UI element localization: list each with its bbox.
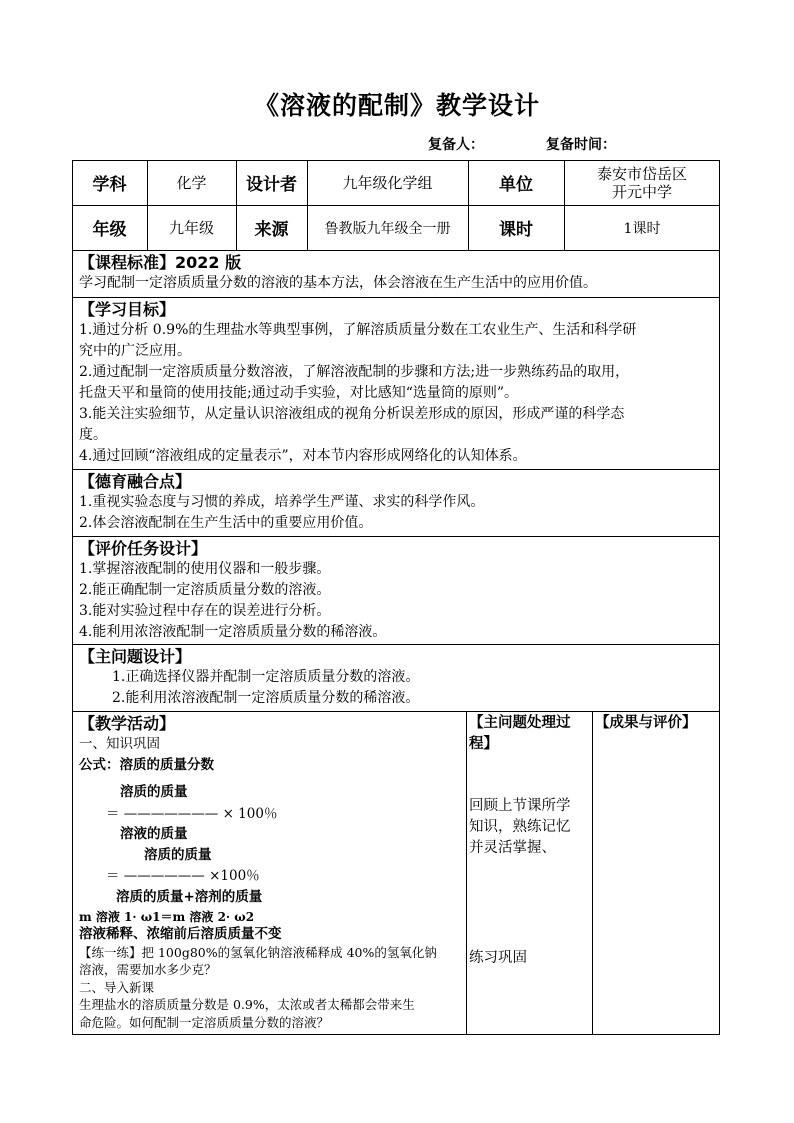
teaching-activities — [79, 713, 463, 776]
objective-line: 1.通过分析 0.9%的生理盐水等典型事例，了解溶质质量分数在工农业生产、生活和科学研 — [79, 322, 637, 338]
section-heading: 【评价任务设计】 — [79, 539, 208, 558]
designer-value: 九年级化学组 — [342, 174, 433, 192]
objective-line: 4.通过回顾“溶液组成的定量表示”，对本节内容形成网络化的认知体系。 — [79, 448, 527, 464]
document-title: 《溶液的配制》教学设计 — [253, 91, 540, 120]
problem-process-heading — [469, 713, 590, 755]
practice-text: 练习巩固 — [469, 950, 527, 966]
moral-line: 1.重视实验态度与习惯的养成，培养学生严谨、求实的科学作风。 — [79, 494, 485, 510]
problem-process-text — [469, 796, 591, 859]
main-problem-line: 2.能利用浓溶液配制一定溶质质量分数的稀溶液。 — [112, 690, 420, 706]
section-heading: 【课程标准】2022 版 — [79, 253, 242, 272]
intro-line: 生理盐水的溶质质量分数是 0.9%，太浓或者太稀都会带来生 — [79, 997, 415, 1012]
formula-numerator: 溶质的质量 — [144, 847, 212, 863]
exercise-line: 【练一练】把 100g80%的氢氧化钠溶液稀释成 40%的氢氧化钠 — [79, 944, 437, 960]
unit-value — [564, 160, 720, 205]
process-line: 回顾上节课所学 — [469, 798, 571, 814]
dilution-formula: m 溶液 1· ω1＝m 溶液 2· ω2 — [79, 910, 255, 924]
process-line: 并灵活掌握、 — [469, 840, 556, 856]
formula-fraction-bar: ＝ —————— ×100％ — [106, 868, 260, 884]
unit-value-line: 泰安市岱岳区 — [596, 164, 687, 183]
formula-denominator: 溶液的质量 — [120, 826, 188, 842]
grade-label: 年级 — [92, 220, 127, 240]
formula-fraction-bar: ＝ ——————— × 100％ — [106, 806, 278, 822]
objective-line: 3.能关注实验细节，从定量认识溶液组成的视角分析误差形成的原因，形成严谨的科学态 — [79, 406, 625, 422]
evaluation-line: 3.能对实验过程中存在的误差进行分析。 — [79, 603, 331, 619]
divider — [592, 711, 593, 1035]
moral-line: 2.体会溶液配制在生产生活中的重要应用价值。 — [79, 515, 373, 531]
moral-section — [79, 471, 715, 534]
outcomes-heading: 【成果与评价】 — [595, 715, 697, 731]
designer-label: 设计者 — [246, 175, 297, 195]
formula-label: 公式：溶质的质量分数 — [79, 757, 214, 773]
section-heading: 【学习目标】 — [79, 300, 176, 319]
divider — [72, 711, 720, 712]
curriculum-text: 学习配制一定溶质质量分数的溶液的基本方法，体会溶液在生产生活中的应用价值。 — [79, 275, 597, 291]
objective-line: 度。 — [79, 427, 107, 443]
divider — [72, 469, 720, 470]
process-heading-line: 程】 — [469, 736, 498, 752]
curriculum-section — [79, 252, 715, 294]
divider — [72, 250, 720, 251]
prep-time-label: 复备时间： — [546, 137, 616, 153]
divider — [72, 644, 720, 645]
grade-value: 九年级 — [168, 219, 214, 237]
divider — [72, 297, 720, 298]
objective-line: 托盘天平和量筒的使用技能;通过动手实验，对比感知“选量筒的原则”。 — [79, 385, 519, 401]
teaching-activities-lower — [79, 926, 463, 1031]
formula-denominator: 溶质的质量+溶剂的质量 — [116, 889, 263, 905]
evaluation-line: 1.掌握溶液配制的使用仪器和一般步骤。 — [79, 561, 331, 577]
intro-line: 命危险。如何配制一定溶质质量分数的溶液？ — [79, 1014, 330, 1030]
divider — [72, 536, 720, 537]
evaluation-line: 4.能利用浓溶液配制一定溶质质量分数的稀溶液。 — [79, 624, 387, 640]
main-problem-section — [79, 646, 715, 709]
review-title: 一、知识巩固 — [79, 736, 160, 752]
unit-value-line: 开元中学 — [611, 182, 672, 201]
formula-numerator: 溶质的质量 — [120, 784, 188, 800]
exercise-line: 溶液，需要加水多少克？ — [79, 962, 217, 977]
divider — [466, 711, 467, 1035]
subject-value: 化学 — [176, 174, 207, 192]
source-label: 来源 — [254, 220, 289, 240]
objectives-section — [79, 299, 715, 467]
objective-line: 2.通过配制一定溶质质量分数溶液，了解溶液配制的步骤和方法;进一步熟练药品的取用， — [79, 364, 630, 380]
section-heading: 【主问题设计】 — [79, 647, 192, 666]
objective-line: 究中的广泛应用。 — [79, 343, 191, 359]
unit-label: 单位 — [499, 175, 533, 195]
subject-label: 学科 — [92, 175, 127, 195]
intro-title: 二、导入新课 — [79, 979, 155, 995]
evaluation-line: 2.能正确配制一定溶质质量分数的溶液。 — [79, 582, 331, 598]
evaluation-section — [79, 538, 715, 643]
main-problem-line: 1.正确选择仪器并配制一定溶质质量分数的溶液。 — [112, 669, 420, 685]
period-value: 1课时 — [623, 220, 661, 237]
source-value: 鲁教版九年级全一册 — [324, 220, 451, 237]
dilution-rule: 溶液稀释、浓缩前后溶质质量不变 — [79, 926, 282, 942]
period-label: 课时 — [499, 220, 533, 240]
process-line: 知识，熟练记忆 — [469, 819, 571, 835]
activities-heading: 【教学活动】 — [79, 714, 176, 733]
section-heading: 【德育融合点】 — [79, 472, 192, 491]
preparer-label: 复备人： — [428, 137, 484, 153]
process-heading-line: 【主问题处理过 — [469, 715, 571, 731]
